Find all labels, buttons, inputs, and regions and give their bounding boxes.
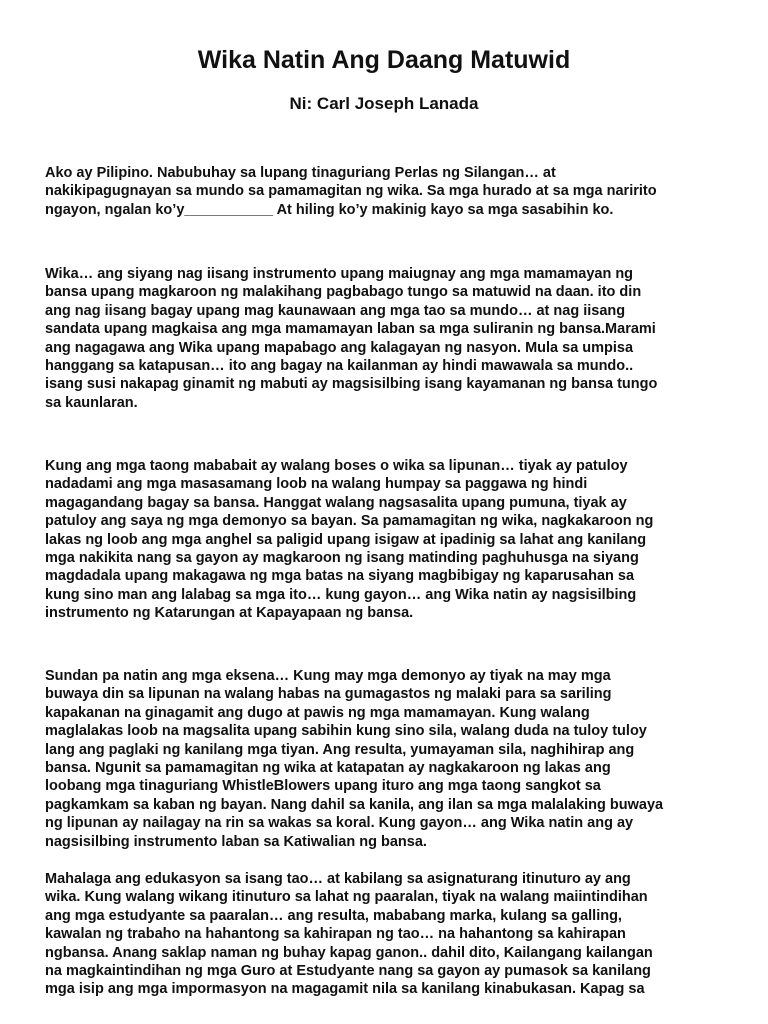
- paragraph-line: ang nagagawa ang Wika upang mapabago ang kalagayan ng nasyon. Mula sa umpisa: [45, 339, 634, 356]
- paragraph-line: instrumento ng Katarungan at Kapayapaan ng bansa.: [45, 605, 414, 622]
- paragraph-line: kawalan ng trabaho na hahantong sa kahirapan ng tao… na hahantong sa kahirapan: [45, 926, 626, 943]
- paragraph-line: ngbansa. Anang saklap naman ng buhay kapag ganon.. dahil dito, Kailangang kailangan: [45, 944, 653, 961]
- paragraph-line: kapakanan na ginagamit ang dugo at pawis ng mga mamamayan. Kung walang: [45, 704, 590, 721]
- paragraph-line: loobang mga tinaguriang WhistleBlowers upang ituro ang mga taong sangkot sa: [45, 778, 601, 795]
- paragraph-line: pagkamkam sa kaban ng bayan. Nang dahil sa kanila, ang ilan sa mga malalaking buwaya: [45, 796, 664, 813]
- paragraph-line: ang nag iisang bagay upang mag kaunawaan ang mga tao sa mundo… at nag iisang: [45, 302, 626, 319]
- paragraph-line: lakas ng loob ang mga anghel sa paligid upang isigaw at ipadinig sa lahat ang kanilang: [45, 531, 647, 548]
- paragraph-line: Kung ang mga taong mababait ay walang boses o wika sa lipunan… tiyak ay patuloy: [45, 458, 628, 474]
- paragraph-line: ng lipunan ay nailagay na rin sa wakas sa koral. Kung gayon… ang Wika natin ang ay: [45, 815, 634, 832]
- paragraph-line: sa kaunlaran.: [45, 394, 138, 411]
- paragraph-line: ang mga estudyante sa paaralan… ang resulta, mababang marka, kulang sa galling,: [45, 907, 622, 924]
- paragraph-line: nagsisilbing instrumento laban sa Katiwalian ng bansa.: [45, 833, 427, 850]
- paragraph-line: na magkaintindihan ng mga Guro at Estudyante nang sa gayon ay pumasok sa kanilang: [45, 963, 651, 980]
- paragraph-4: [45, 667, 730, 851]
- paragraph-line: ngayon, ngalan ko’y___________ At hiling ko’y makinig kayo sa mga sasabihin ko.: [45, 201, 614, 218]
- paragraph-line: bansa. Ngunit sa pamamagitan ng wika at katapatan ay nagkakaroon ng lakas ang: [45, 760, 611, 777]
- paragraph-line: hanggang sa katapusan… ito ang bagay na kailanman ay hindi mawawala sa mundo..: [45, 358, 634, 375]
- document-author: Ni: Carl Joseph Lanada: [289, 94, 479, 113]
- paragraph-line: mga isip ang mga impormasyon na magagamit nila sa kanilang kinabukasan. Kapag sa: [45, 981, 645, 998]
- paragraph-line: lang ang paglaki ng kanilang mga tiyan. Ang resulta, yumayaman sila, naghihirap ang: [45, 741, 635, 758]
- paragraph-line: Ako ay Pilipino. Nabubuhay sa lupang tinaguriang Perlas ng Silangan… at: [45, 165, 556, 181]
- paragraph-line: Wika… ang siyang nag iisang instrumento upang maiugnay ang mga mamamayan ng: [45, 266, 634, 282]
- paragraph-3: [45, 457, 730, 623]
- paragraph-line: mga nakikita nang sa gayon ay magkaroon ng isang matinding paghuhusga na siyang: [45, 550, 639, 567]
- paragraph-line: nadadami ang mga masasamang loob na walang humpay sa paggawa ng hindi: [45, 476, 588, 493]
- paragraph-line: bansa upang magkaroon ng malakihang pagbabago tungo sa matuwid na daan. ito din: [45, 284, 642, 301]
- paragraph-2: [45, 265, 730, 412]
- paragraph-line: maglalakas loob na magsalita upang sabihin kung sino sila, walang duda na tuloy tuloy: [45, 723, 647, 740]
- paragraph-line: magagandang bagay sa bansa. Hanggat walang nagsasalita upang pumuna, tiyak ay: [45, 494, 627, 511]
- paragraph-line: Sundan pa natin ang mga eksena… Kung may mga demonyo ay tiyak na may mga: [45, 668, 611, 684]
- paragraph-line: sandata upang magkaisa ang mga mamamayan laban sa mga suliranin ng bansa.Marami: [45, 321, 656, 338]
- paragraph-line: buwaya din sa lipunan na walang habas na gumagastos ng malaki para sa sariling: [45, 686, 612, 703]
- paragraph-5: [45, 870, 730, 999]
- paragraph-line: patuloy ang saya ng mga demonyo sa bayan. Sa pamamagitan ng wika, nagkakaroon ng: [45, 513, 654, 530]
- paragraph-line: nakikipagugnayan sa mundo sa pamamagitan ng wika. Sa mga hurado at sa mga naririto: [45, 183, 657, 200]
- paragraph-line: Mahalaga ang edukasyon sa isang tao… at kabilang sa asignaturang itinuturo ay ang: [45, 871, 631, 887]
- paragraph-line: wika. Kung walang wikang itinuturo sa lahat ng paaralan, tiyak na walang maiintindihan: [45, 889, 648, 906]
- paragraph-line: isang susi nakapag ginamit ng mabuti ay magsisilbing isang kayamanan ng bansa tungo: [45, 376, 658, 393]
- paragraph-line: magdadala upang makagawa ng mga batas na siyang magbibigay ng kaparusahan sa: [45, 568, 635, 585]
- paragraph-1: [45, 164, 730, 219]
- document-title: Wika Natin Ang Daang Matuwid: [197, 46, 571, 74]
- paragraph-line: kung sino man ang lalabag sa mga ito… kung gayon… ang Wika natin ay nagsisilbing: [45, 586, 637, 603]
